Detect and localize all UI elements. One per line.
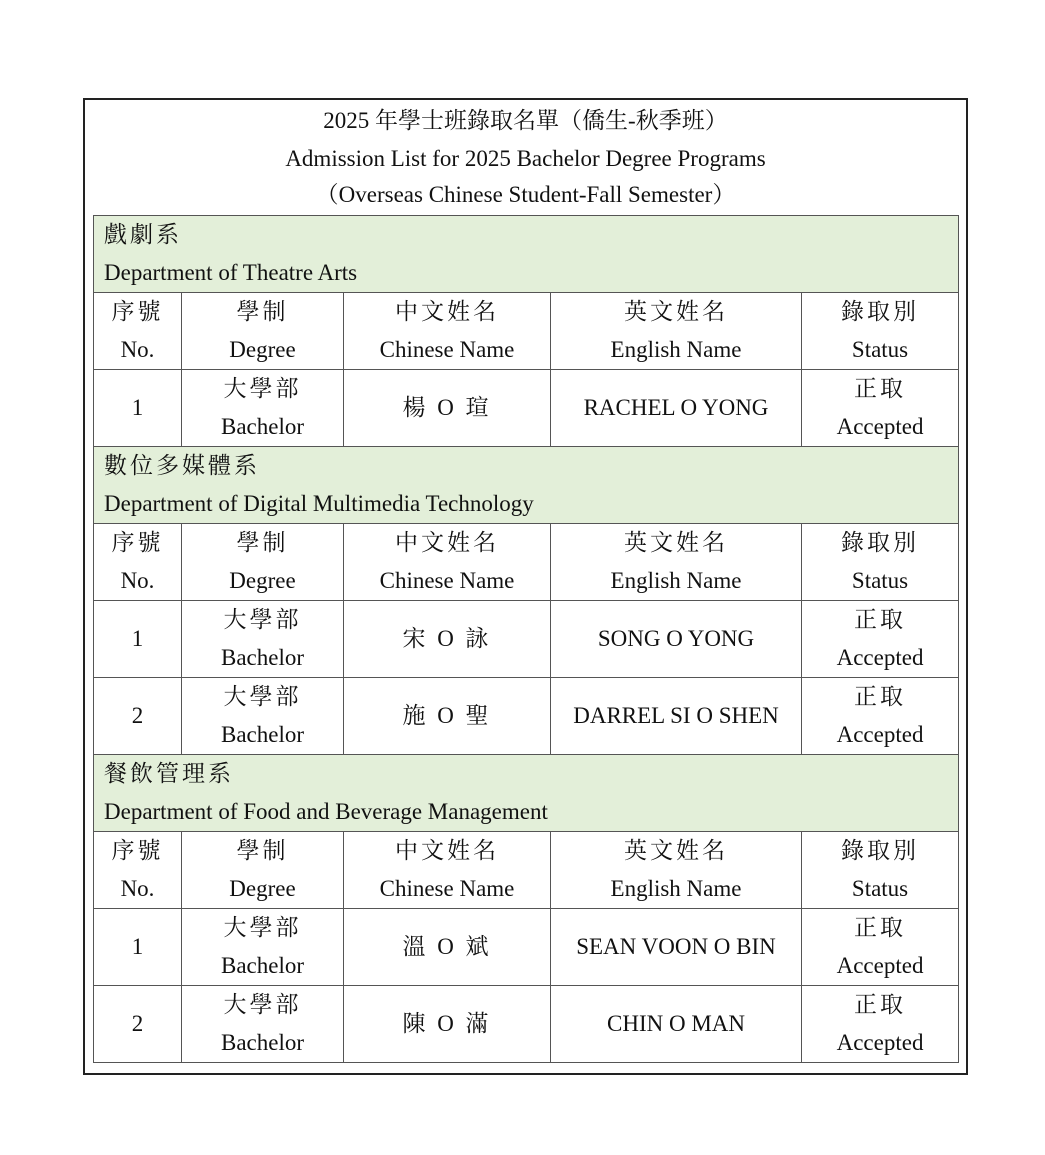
header-status: 錄取別 Status <box>802 293 959 370</box>
title-english: Admission List for 2025 Bachelor Degree Programs <box>285 146 766 171</box>
cell-no: 1 <box>94 370 182 447</box>
cell-chinese-name: 楊 O 瑄 <box>344 370 551 447</box>
cell-status: 正取 Accepted <box>802 370 959 447</box>
cell-status: 正取 Accepted <box>802 678 959 755</box>
department-name-zh: 餐飲管理系 <box>104 761 234 786</box>
department-cell <box>94 755 959 832</box>
cell-no: 2 <box>94 678 182 755</box>
column-header-row <box>94 293 959 370</box>
column-header-row <box>94 524 959 601</box>
header-no: 序號 No. <box>94 524 182 601</box>
cell-degree: 大學部 Bachelor <box>182 909 344 986</box>
header-no: 序號 No. <box>94 293 182 370</box>
cell-chinese-name: 施 O 聖 <box>344 678 551 755</box>
header-degree: 學制 Degree <box>182 293 344 370</box>
department-name-zh: 戲劇系 <box>104 222 182 247</box>
cell-no: 1 <box>94 909 182 986</box>
header-chinese-name: 中文姓名 Chinese Name <box>344 524 551 601</box>
cell-degree: 大學部 Bachelor <box>182 986 344 1063</box>
cell-chinese-name: 陳 O 滿 <box>344 986 551 1063</box>
table-row <box>94 370 959 447</box>
header-status: 錄取別 Status <box>802 832 959 909</box>
department-name-zh: 數位多媒體系 <box>104 453 260 478</box>
column-header-row <box>94 832 959 909</box>
department-cell <box>94 447 959 524</box>
cell-english-name: RACHEL O YONG <box>551 370 802 447</box>
cell-degree: 大學部 Bachelor <box>182 678 344 755</box>
cell-english-name: CHIN O MAN <box>551 986 802 1063</box>
department-cell <box>94 216 959 293</box>
table-row <box>94 909 959 986</box>
header-status: 錄取別 Status <box>802 524 959 601</box>
header-degree: 學制 Degree <box>182 832 344 909</box>
subtitle-english: （Overseas Chinese Student-Fall Semester） <box>315 182 736 207</box>
department-header-row <box>94 216 959 293</box>
header-chinese-name: 中文姓名 Chinese Name <box>344 832 551 909</box>
header-english-name: 英文姓名 English Name <box>551 293 802 370</box>
department-name-en: Department of Digital Multimedia Technology <box>104 491 534 516</box>
header-degree: 學制 Degree <box>182 524 344 601</box>
cell-degree: 大學部 Bachelor <box>182 370 344 447</box>
table-row <box>94 601 959 678</box>
department-name-en: Department of Theatre Arts <box>104 260 358 285</box>
table-row <box>94 678 959 755</box>
cell-chinese-name: 宋 O 詠 <box>344 601 551 678</box>
header-chinese-name: 中文姓名 Chinese Name <box>344 293 551 370</box>
cell-degree: 大學部 Bachelor <box>182 601 344 678</box>
cell-english-name: SONG O YONG <box>551 601 802 678</box>
department-header-row <box>94 755 959 832</box>
cell-no: 2 <box>94 986 182 1063</box>
cell-chinese-name: 溫 O 斌 <box>344 909 551 986</box>
department-header-row <box>94 447 959 524</box>
department-name-en: Department of Food and Beverage Management <box>104 799 548 824</box>
cell-status: 正取 Accepted <box>802 909 959 986</box>
cell-english-name: DARREL SI O SHEN <box>551 678 802 755</box>
cell-no: 1 <box>94 601 182 678</box>
table-row <box>94 986 959 1063</box>
cell-status: 正取 Accepted <box>802 601 959 678</box>
cell-english-name: SEAN VOON O BIN <box>551 909 802 986</box>
header-english-name: 英文姓名 English Name <box>551 832 802 909</box>
title-chinese: 2025 年學士班錄取名單（僑生-秋季班） <box>323 108 728 133</box>
admission-table <box>93 215 959 1063</box>
cell-status: 正取 Accepted <box>802 986 959 1063</box>
header-no: 序號 No. <box>94 832 182 909</box>
header-english-name: 英文姓名 English Name <box>551 524 802 601</box>
